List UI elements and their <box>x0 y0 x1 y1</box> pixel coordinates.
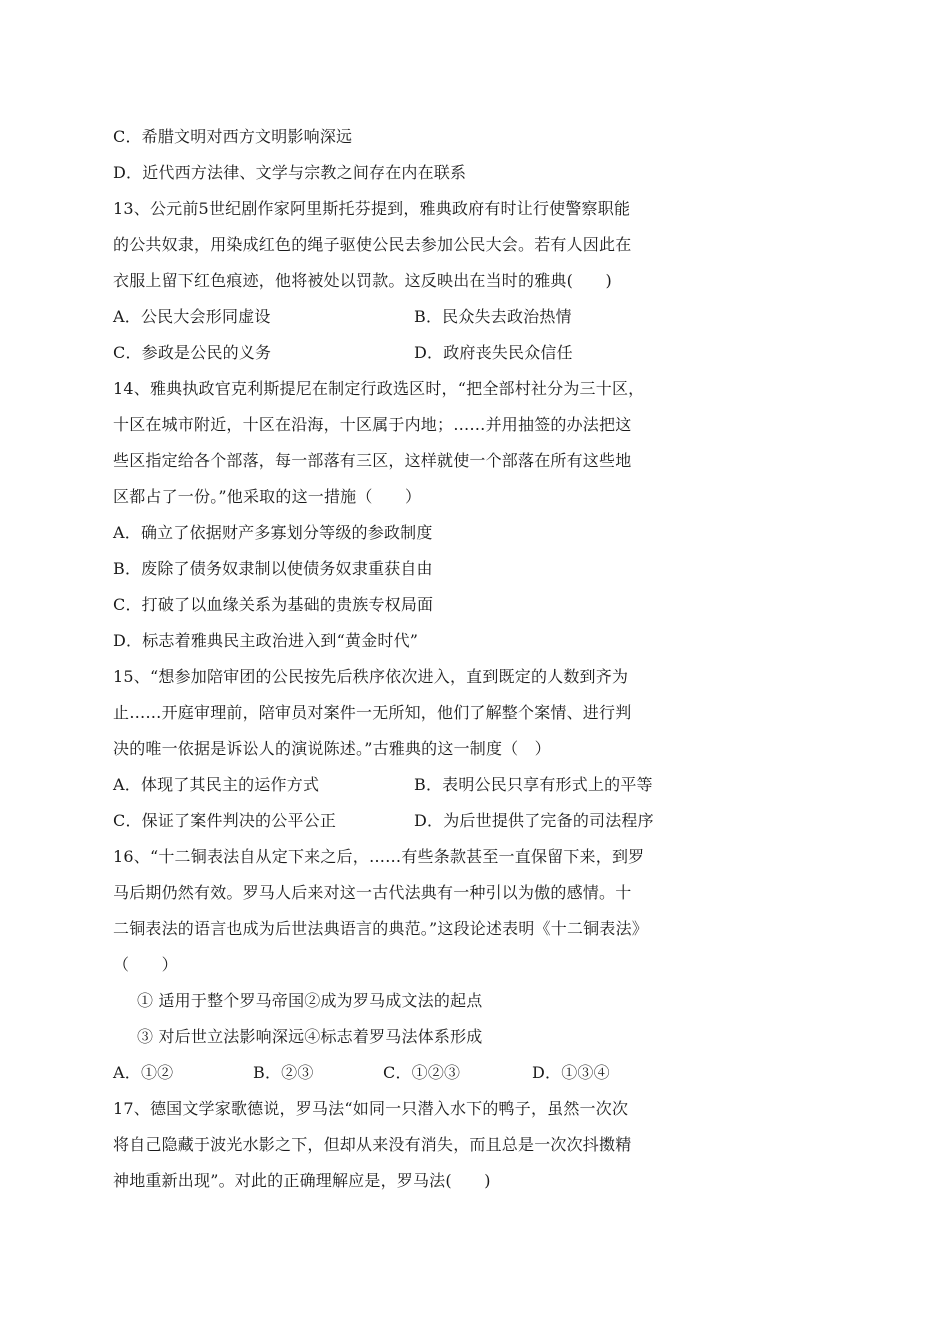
q16-stem-line-4: （ ） <box>113 955 178 974</box>
q15-option-b: B．表明公民只享有形式上的平等 <box>414 775 653 794</box>
q17-stem-line-3: 神地重新出现”。对此的正确理解应是，罗马法( ) <box>113 1171 491 1190</box>
q16-stem-line-1: 16、“十二铜表法自从定下来之后，……有些条款甚至一直保留下来，到罗 <box>113 847 645 866</box>
q15-option-c: C．保证了案件判决的公平公正 <box>113 811 337 830</box>
q17-stem-line-1: 17、德国文学家歌德说，罗马法“如同一只潜入水下的鸭子，虽然一次次 <box>113 1099 629 1118</box>
q16-item-1-2: ① 适用于整个罗马帝国②成为罗马成文法的起点 <box>137 991 483 1010</box>
q17-stem-line-2: 将自己隐藏于波光水影之下，但却从来没有消失，而且总是一次次抖擞精 <box>113 1135 632 1154</box>
q14-option-a: A．确立了依据财产多寡划分等级的参政制度 <box>113 523 433 542</box>
q14-stem-line-2: 十区在城市附近，十区在沿海，十区属于内地；……并用抽签的办法把这 <box>113 415 632 434</box>
q13-stem-line-3: 衣服上留下红色痕迹，他将被处以罚款。这反映出在当时的雅典( ) <box>113 271 612 290</box>
q14-stem-line-1: 14、雅典执政官克利斯提尼在制定行政选区时，“把全部村社分为三十区， <box>113 379 645 398</box>
q15-stem-line-1: 15、“想参加陪审团的公民按先后秩序依次进入，直到既定的人数到齐为 <box>113 667 629 686</box>
q14-stem-line-3: 些区指定给各个部落，每一部落有三区，这样就使一个部落在所有这些地 <box>113 451 632 470</box>
q15-stem-line-2: 止……开庭审理前，陪审员对案件一无所知，他们了解整个案情、进行判 <box>113 703 632 722</box>
q15-stem-line-3: 决的唯一依据是诉讼人的演说陈述。”古雅典的这一制度（ ） <box>113 739 551 758</box>
q13-stem-line-2: 的公共奴隶，用染成红色的绳子驱使公民去参加公民大会。若有人因此在 <box>113 235 632 254</box>
q16-stem-line-2: 马后期仍然有效。罗马人后来对这一古代法典有一种引以为傲的感情。十 <box>113 883 632 902</box>
q14-option-c: C．打破了以血缘关系为基础的贵族专权局面 <box>113 595 434 614</box>
q14-option-d: D．标志着雅典民主政治进入到“黄金时代” <box>113 631 419 650</box>
q14-stem-line-4: 区都占了一份。”他采取的这一措施（ ） <box>113 487 422 506</box>
q13-option-b: B．民众失去政治热情 <box>414 307 572 326</box>
q16-item-3-4: ③ 对后世立法影响深远④标志着罗马法体系形成 <box>137 1027 483 1046</box>
q13-option-c: C．参政是公民的义务 <box>113 343 272 362</box>
q16-option-b: B．②③ <box>253 1063 314 1082</box>
q12-option-d: D．近代西方法律、文学与宗教之间存在内在联系 <box>113 163 467 182</box>
q16-option-a: A．①② <box>113 1063 174 1082</box>
q13-stem-line-1: 13、公元前5世纪剧作家阿里斯托芬提到，雅典政府有时让行使警察职能 <box>113 199 631 218</box>
q12-option-c: C．希腊文明对西方文明影响深远 <box>113 127 353 146</box>
q16-option-c: C．①②③ <box>383 1063 461 1082</box>
q15-option-a: A．体现了其民主的运作方式 <box>113 775 320 794</box>
q15-option-d: D．为后世提供了完备的司法程序 <box>414 811 654 830</box>
q14-option-b: B．废除了债务奴隶制以使债务奴隶重获自由 <box>113 559 433 578</box>
q16-option-d: D．①③④ <box>532 1063 610 1082</box>
q13-option-d: D．政府丧失民众信任 <box>414 343 573 362</box>
q13-option-a: A．公民大会形同虚设 <box>113 307 271 326</box>
q16-stem-line-3: 二铜表法的语言也成为后世法典语言的典范。”这段论述表明《十二铜表法》 <box>113 919 648 938</box>
